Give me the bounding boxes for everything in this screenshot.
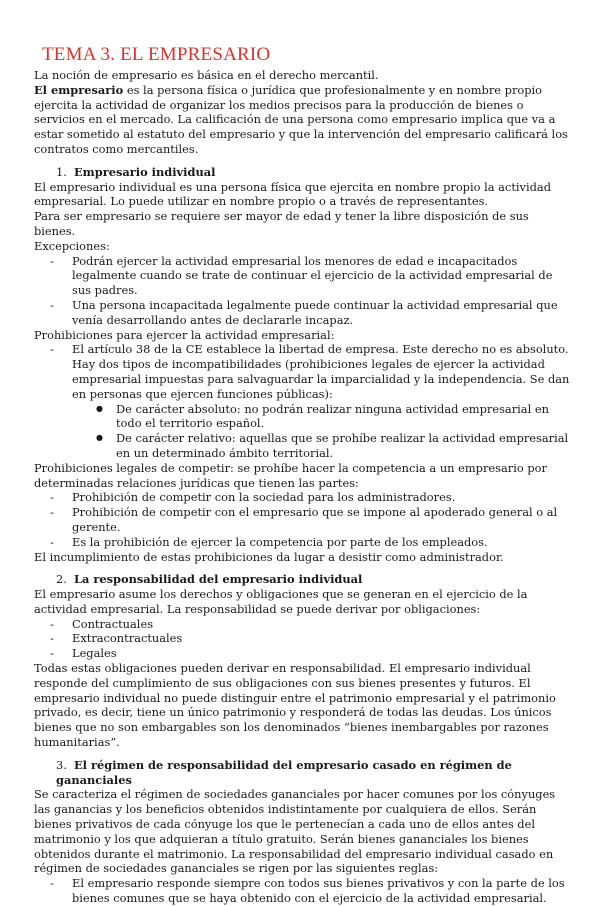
list-item: - Prohibición de competir con el empresario que se impone al apoderado general o al gerente. [72, 505, 570, 535]
paragraph: El empresario individual es una persona física que ejercita en nombre propio la actividad empresarial. Lo puede utilizar en nombre propio o a través de representantes. [34, 179, 551, 209]
section-3-title: El régimen de responsabilidad del empresario casado en régimen de gananciales [56, 757, 512, 787]
list-item: - Extracontractuales [72, 631, 570, 646]
intro-paragraph: La noción de empresario es básica en el derecho mercantil. [34, 68, 379, 82]
paragraph: Prohibiciones para ejercer la actividad empresarial: [34, 327, 335, 342]
section-3-heading [34, 758, 570, 788]
definition-term: El empresario [34, 82, 124, 97]
document-body [34, 68, 570, 906]
paragraph: Para ser empresario se requiere ser mayor de edad y tener la libre disposición de sus bienes. [34, 209, 529, 238]
list-item: - Contractuales [72, 617, 570, 632]
list-item-text: El artículo 38 de la CE establece la libertad de empresa. Este derecho no es absoluto. Hay dos tipos de incompatibilidades (prohibiciones legales de ejercer la actividad empresarial impuestas para salvaguardar la imparcialidad y la independencia. Se dan en personas que ejercen funciones públicas): [72, 342, 570, 401]
paragraph: Todas estas obligaciones pueden derivar en responsabilidad. El empresario individual responde del cumplimiento de sus obligaciones con sus bienes presentes y futuros. El empresario individual no puede distinguir entre el patrimonio empresarial y el patrimonio privado, es decir, tiene un único patrimonio y responderá de todas las deudas. Los únicos bienes que no son embargables son los denominados “bienes inembargables por razones humanitarias”. [34, 661, 556, 750]
definition-text: es la persona física o jurídica que profesionalmente y en nombre propio ejercita la actividad de organizar los medios precisos para la producción de bienes o servicios en el mercado. La calificación de una persona como empresario implica que va a estar sometido al estatuto del empresario y que la intervención del empresario calificará los contratos como mercantiles. [34, 82, 568, 156]
bullet-item: ● De carácter relativo: aquellas que se prohíbe realizar la actividad empresarial en un determinado ámbito territorial. [116, 431, 570, 461]
prohibitions-list [34, 342, 570, 401]
list-item: - Prohibición de competir con la sociedad para los administradores. [72, 490, 570, 505]
obligations-list [34, 617, 570, 661]
paragraph: Prohibiciones legales de competir: se prohíbe hacer la competencia a un empresario por determinadas relaciones jurídicas que tienen las partes: [34, 460, 547, 490]
list-item: - Una persona incapacitada legalmente puede continuar la actividad empresarial que venía desarrollando antes de declararle incapaz. [72, 298, 570, 328]
rules-list [34, 876, 570, 906]
definition-paragraph [34, 83, 570, 157]
section-2-heading [34, 572, 570, 587]
bullet-item: ● De carácter absoluto: no podrán realizar ninguna actividad empresarial en todo el territorio español. [116, 402, 570, 432]
section-1-title: Empresario individual [74, 164, 216, 179]
paragraph: El empresario asume los derechos y obligaciones que se generan en el ejercicio de la actividad empresarial. La responsabilidad se puede derivar por obligaciones: [34, 587, 528, 616]
section-2-number: 2. [56, 572, 67, 587]
compete-list [34, 490, 570, 549]
section-1-heading [34, 165, 570, 180]
list-item [72, 342, 570, 401]
paragraph: Excepciones: [34, 238, 110, 253]
list-item: - Legales [72, 646, 570, 661]
exceptions-list [34, 254, 570, 328]
section-2-title: La responsabilidad del empresario individual [74, 572, 363, 587]
list-item: - Podrán ejercer la actividad empresarial los menores de edad e incapacitados legalmente cuando se trate de continuar el ejercicio de la actividad empresarial de sus padres. [72, 254, 570, 298]
section-3-number: 3. [56, 757, 67, 772]
list-item: - Es la prohibición de ejercer la competencia por parte de los empleados. [72, 535, 570, 550]
paragraph: Se caracteriza el régimen de sociedades gananciales por hacer comunes por los cónyuges las ganancias y los beneficios obtenidos indistintamente por cualquiera de ellos. Serán bienes privativos de cada cónyuge los que le pertenecían a cada uno de ellos antes del matrimonio y los que adquieran a título gratuito. Serán bienes gananciales los bienes obtenidos durante el matrimonio. La responsabilidad del empresario individual casado en régimen de sociedades gananciales se rigen por las siguientes reglas: [34, 787, 556, 876]
page-title: TEMA 3. EL EMPRESARIO [42, 44, 271, 65]
paragraph: El incumplimiento de estas prohibiciones da lugar a desistir como administrador. [34, 549, 504, 564]
section-1-number: 1. [56, 164, 67, 179]
incompatibility-bullets [34, 402, 570, 461]
list-item: - El empresario responde siempre con todos sus bienes privativos y con la parte de los bienes comunes que se haya obtenido con el ejercicio de la actividad empresarial. [72, 876, 570, 906]
